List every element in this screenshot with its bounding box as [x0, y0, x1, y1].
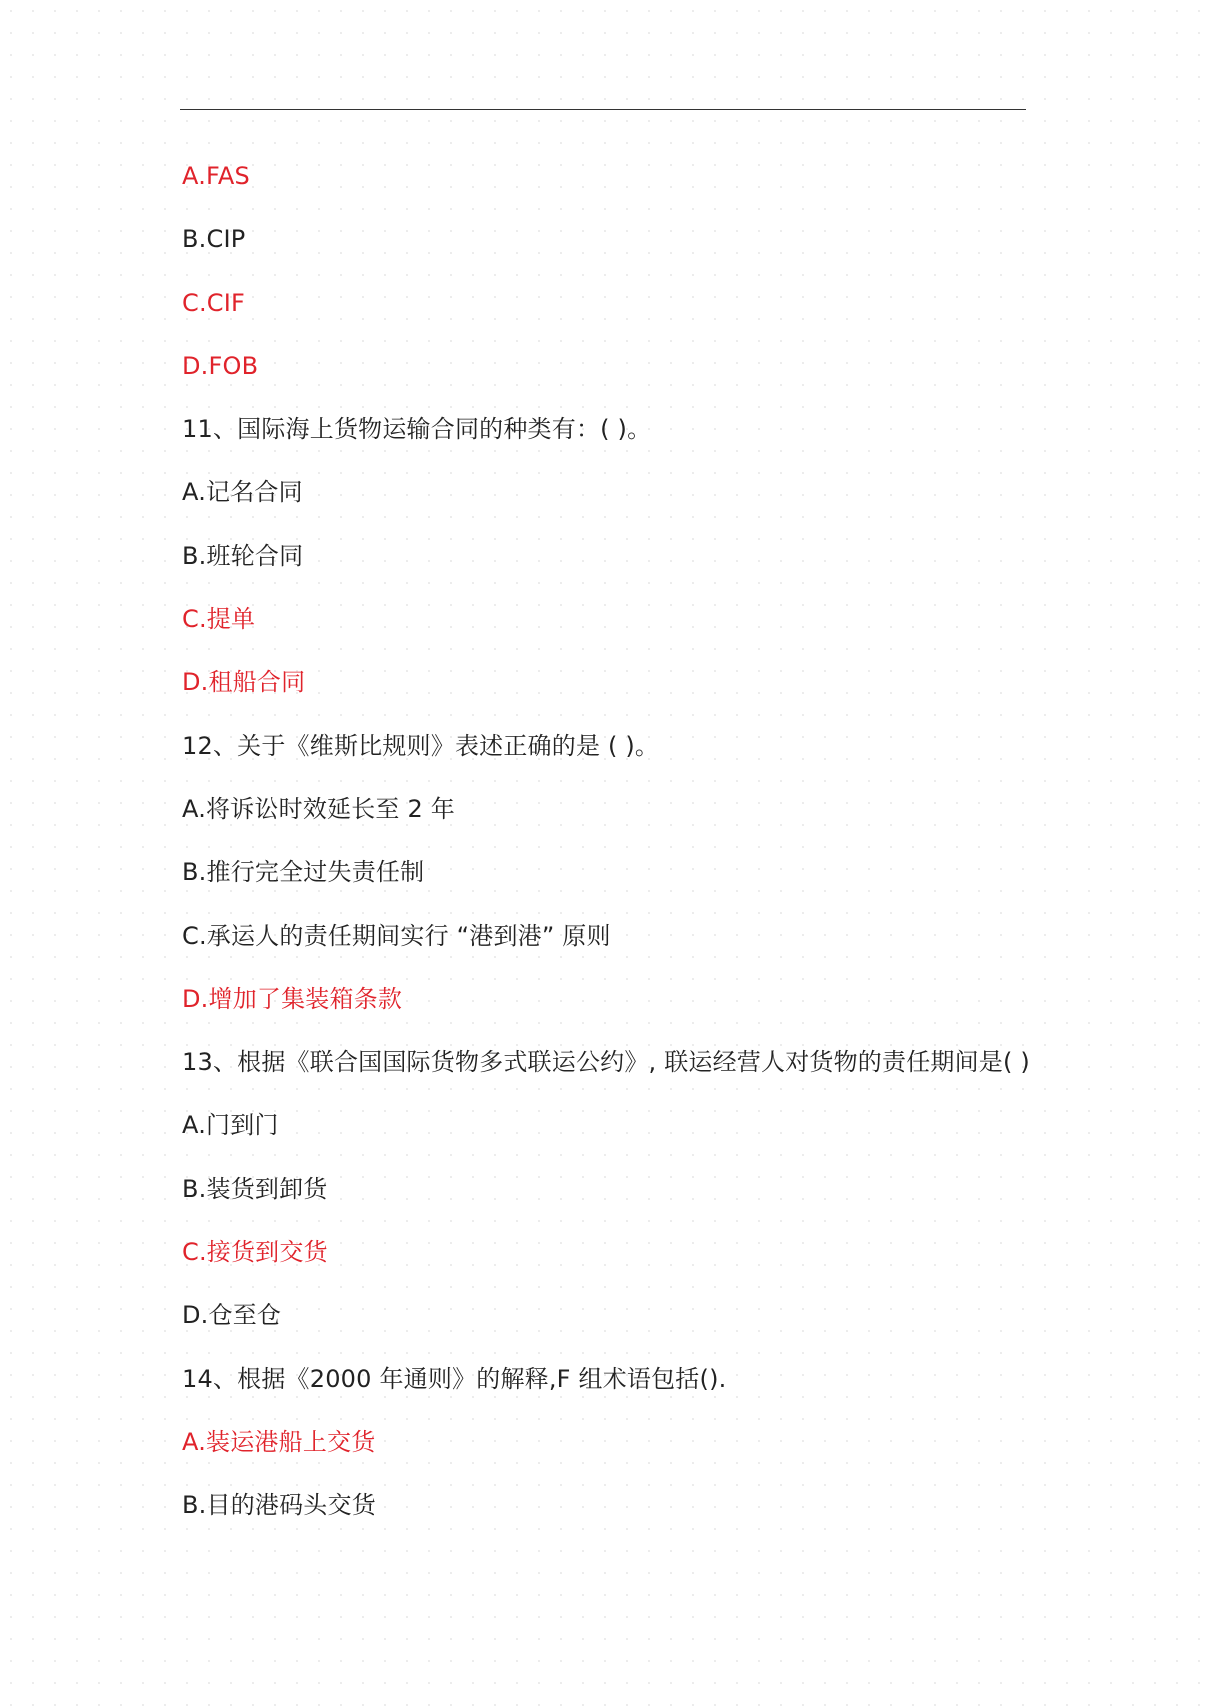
- answer-option-correct: C.提单: [182, 605, 256, 634]
- answer-option-correct: D.FOB: [182, 351, 259, 380]
- answer-option: B.目的港码头交货: [182, 1491, 376, 1520]
- header-rule: [180, 109, 1026, 110]
- question-text: 14、根据《2000 年通则》的解释,F 组术语包括().: [182, 1364, 727, 1393]
- answer-option: B.装货到卸货: [182, 1174, 328, 1203]
- answer-option: B.班轮合同: [182, 541, 304, 570]
- answer-option-correct: C.接货到交货: [182, 1238, 328, 1267]
- answer-option: C.承运人的责任期间实行 “港到港” 原则: [182, 921, 611, 950]
- question-text: 12、关于《维斯比规则》表述正确的是 ( )。: [182, 731, 660, 760]
- answer-option: A.记名合同: [182, 478, 303, 507]
- question-text: 11、国际海上货物运输合同的种类有：( )。: [182, 415, 652, 444]
- answer-option: B.推行完全过失责任制: [182, 858, 425, 887]
- answer-option: A.门到门: [182, 1111, 279, 1140]
- answer-option: B.CIP: [182, 225, 246, 254]
- answer-option-correct: A.装运港船上交货: [182, 1427, 376, 1456]
- answer-option-correct: C.CIF: [182, 288, 246, 317]
- question-text: 13、根据《联合国国际货物多式联运公约》, 联运经营人对货物的责任期间是( ): [182, 1048, 1030, 1077]
- answer-option-correct: D.增加了集装箱条款: [182, 984, 403, 1013]
- question-list: [182, 156, 1042, 1549]
- answer-option-correct: A.FAS: [182, 162, 250, 190]
- answer-option: D.仓至仓: [182, 1301, 282, 1330]
- answer-option: A.将诉讼时效延长至 2 年: [182, 794, 455, 823]
- answer-option-correct: D.租船合同: [182, 668, 306, 697]
